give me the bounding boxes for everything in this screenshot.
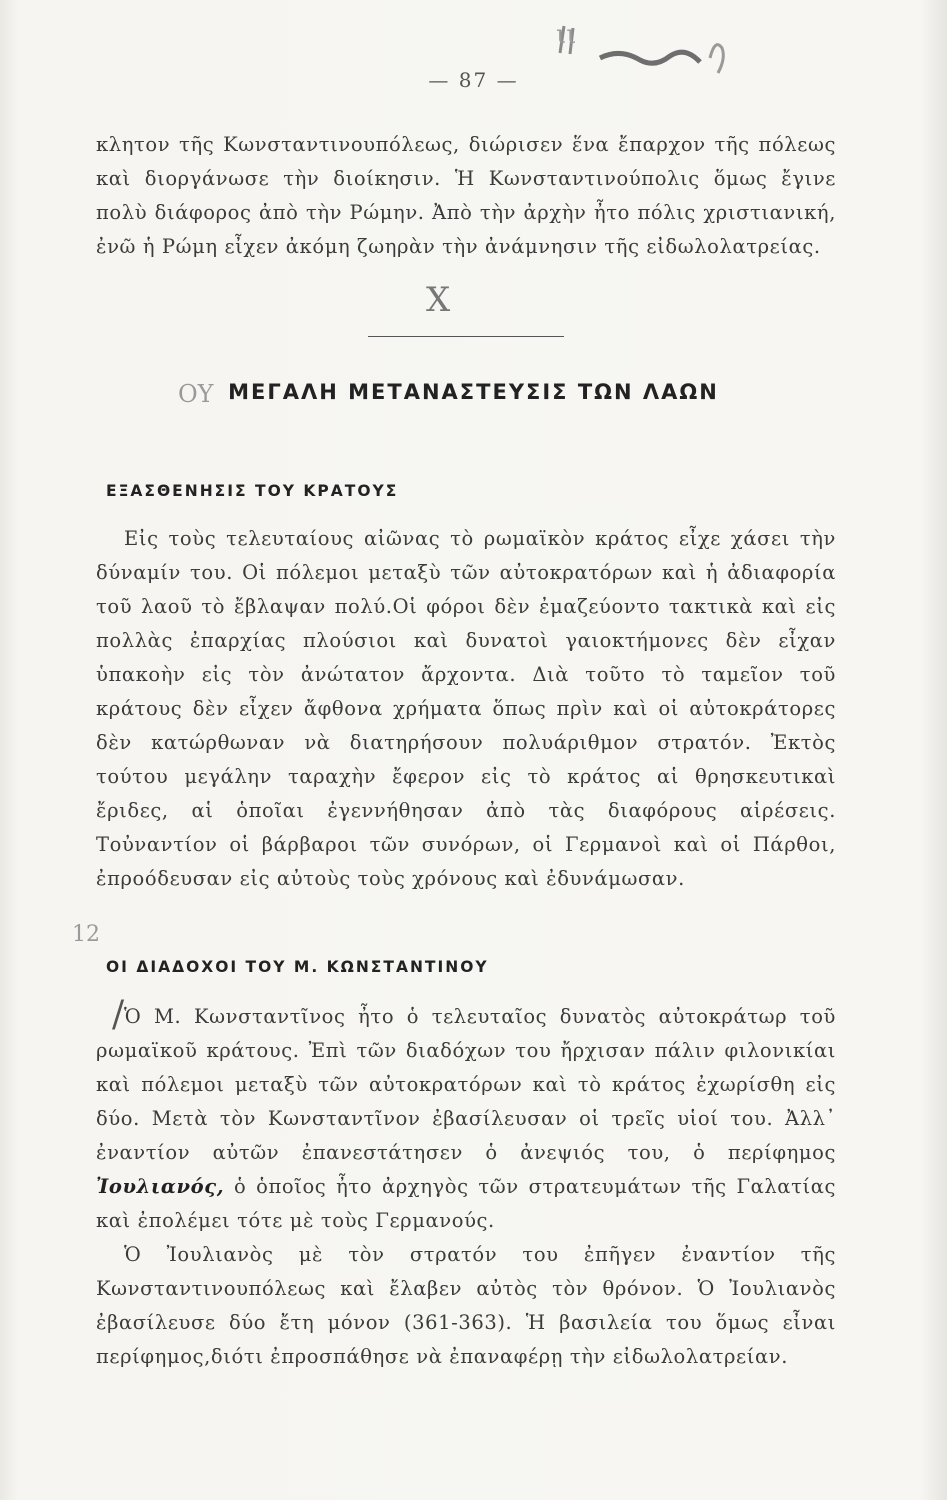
- section2-text-a: Ὁ Μ. Κωνσταντῖνος ἦτο ὁ τελευταῖος δυνατὸς αὐτοκράτωρ τοῦ ρωμαϊκοῦ κράτους. Ἐπὶ τῶν διαδόχων του ἤρχισαν πάλιν φιλονικίαι καὶ πόλεμοι μεταξὺ τῶν αὐτοκρατόρων καὶ τὸ κράτος ἐχωρίσθη εἰς δύο. Μετὰ τὸν Κωνσταντῖνον ἐβασίλευσαν οἱ τρεῖς υἱοί του. Ἀλλ᾽ ἐναντίον αὐτῶν ἐπανεστάτησεν ὁ ἀνεψιός του, ὁ περίφημος: [96, 1005, 836, 1164]
- scribble-text: ιι: [556, 20, 577, 50]
- intro-text: κλητον τῆς Κωνσταντινουπόλεως, διώρισεν ἕνα ἔπαρχον τῆς πόλεως καὶ διοργάνωσε τὴν διοίκησιν. Ἡ Κωνσταντινούπολις ὅμως ἔγινε πολὺ διάφορος ἀπὸ τὴν Ρώμην. Ἀπὸ τὴν ἀρχὴν ἦτο πόλις χριστιανική, ἐνῶ ἡ Ρώμη εἶχεν ἀκόμη ζωηρὰν τὴν ἀνάμνησιν τῆς εἰδωλολατρείας.: [96, 133, 836, 258]
- section1-text: Εἰς τοὺς τελευταίους αἰῶνας τὸ ρωμαϊκὸν κράτος εἶχε χάσει τὴν δύναμίν του. Οἱ πόλεμοι μεταξὺ τῶν αὐτοκρατόρων καὶ ἡ ἀδιαφορία τοῦ λαοῦ τὸ ἔβλαψαν πολύ.Οἱ φόροι δὲν ἐμαζεύοντο τακτικὰ καὶ εἰς πολλὰς ἐπαρχίας πλούσιοι καὶ δυνατοὶ γαιοκτήμονες δὲν εἶχαν ὑπακοὴν εἰς τὸν ἀνώτατον ἄρχοντα. Διὰ τοῦτο τὸ ταμεῖον τοῦ κράτους δὲν εἶχεν ἄφθονα χρήματα ὅπως πρὶν καὶ οἱ αὐτοκράτορες δὲν κατώρθωναν νὰ διατηρήσουν πολυάριθμον στρατόν. Ἐκτὸς τούτου μεγάλην ταραχὴν ἔφερον εἰς τὸ κράτος αἱ θρησκευτικαὶ ἔριδες, αἱ ὁποῖαι ἐγεννήθησαν ἀπὸ τὰς διαφόρους αἱρέσεις. Τοὐναντίον οἱ βάρβαροι τῶν συνόρων, οἱ Γερμανοὶ καὶ οἱ Πάρθοι, ἐπροόδευσαν εἰς αὐτοὺς τοὺς χρόνους καὶ ἐδυνάμωσαν.: [96, 527, 836, 890]
- chapter-title: ΜΕΓΑΛΗ ΜΕΤΑΝΑΣΤΕΥΣΙΣ ΤΩΝ ΛΑΩΝ: [228, 380, 719, 404]
- handwritten-mark: Χ: [426, 280, 451, 320]
- section-heading-weakening: ΕΞΑΣΘΕΝΗΣΙΣ ΤΟΥ ΚΡΑΤΟΥΣ: [106, 482, 399, 500]
- section2-text-b: ὁ ὁποῖος ἦτο ἀρχηγὸς τῶν στρατευμάτων τῆς Γαλατίας καὶ ἐπολέμει τότε μὲ τοὺς Γερμανούς.: [96, 1175, 836, 1232]
- paragraph-mark: /: [112, 994, 125, 1035]
- margin-number: 12: [72, 922, 100, 947]
- page-number: — 87 —: [428, 68, 519, 92]
- section2-text-c: Ὁ Ἰουλιανὸς μὲ τὸν στρατόν του ἐπῆγεν ἐναντίον τῆς Κωνσταντινουπόλεως καὶ ἔλαβεν αὐτὸς τὸν θρόνον. Ὁ Ἰουλιανὸς ἐβασίλευσε δύο ἔτη μόνον (361-363). Ἡ βασιλεία του ὅμως εἶναι περίφημος,διότι ἐπροσπάθησε νὰ ἐπαναφέρῃ τὴν εἰδωλολατρείαν.: [96, 1243, 836, 1368]
- section2-paragraph-1: [96, 1000, 836, 1238]
- intro-paragraph: [96, 128, 836, 264]
- name-julian: Ἰουλιανός,: [96, 1175, 225, 1198]
- section1-paragraph: [96, 522, 836, 896]
- section2-paragraph-2: [96, 1238, 836, 1374]
- section-heading-successors: ΟΙ ΔΙΑΔΟΧΟΙ ΤΟΥ Μ. ΚΩΝΣΤΑΝΤΙΝΟΥ: [106, 958, 489, 976]
- margin-annotation: ΟΥ: [178, 380, 214, 408]
- section-divider: [368, 336, 564, 337]
